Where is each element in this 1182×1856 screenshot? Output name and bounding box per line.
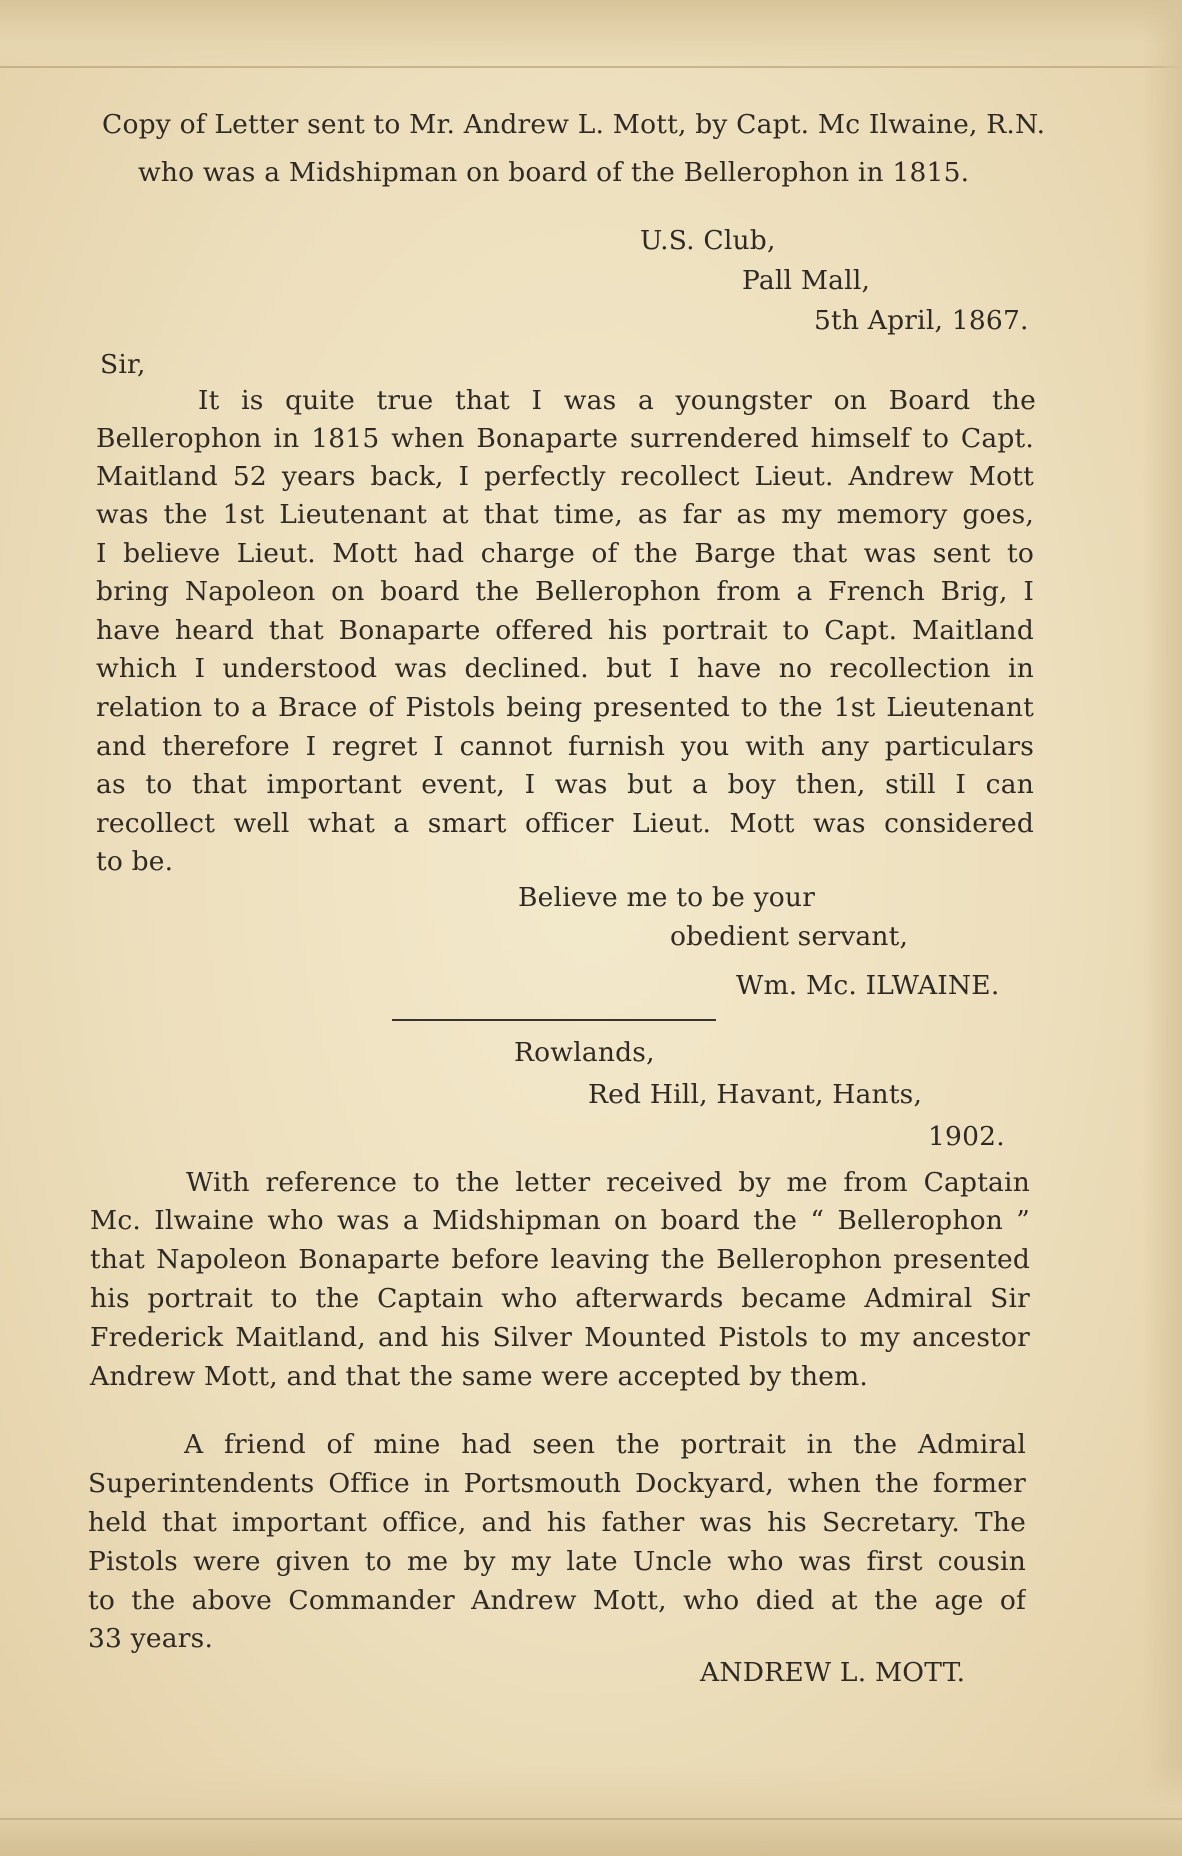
letter1-closing-line-1: Believe me to be your xyxy=(518,882,816,913)
letter1-body-line: recollect well what a smart officer Lieut. Mott was considered xyxy=(96,808,1034,839)
letter1-body-line: Maitland 52 years back, I perfectly recollect Lieut. Andrew Mott xyxy=(96,461,1034,492)
letter1-salutation: Sir, xyxy=(100,349,146,380)
letter2-year: 1902. xyxy=(928,1121,1005,1152)
letter2-para2-line: to the above Commander Andrew Mott, who died at the age of xyxy=(88,1585,1026,1616)
letter2-para2-line: held that important office, and his father was his Secretary. The xyxy=(88,1507,1026,1538)
letter1-body-line: It is quite true that I was a youngster on Board the xyxy=(198,385,1036,416)
letter1-address-line-1: U.S. Club, xyxy=(640,225,776,256)
section-divider-rule xyxy=(392,1019,716,1021)
letter2-para2-line: 33 years. xyxy=(88,1623,214,1654)
letter1-signature: Wm. Mc. ILWAINE. xyxy=(736,970,1000,1001)
letter1-body-line: have heard that Bonaparte offered his portrait to Capt. Maitland xyxy=(96,615,1034,646)
letter1-body-line: bring Napoleon on board the Bellerophon from a French Brig, I xyxy=(96,576,1034,607)
paper-right-edge xyxy=(1142,0,1182,1856)
letter1-body-line: which I understood was declined. but I have no recollection in xyxy=(96,653,1034,684)
letter2-para2-line: A friend of mine had seen the portrait in the Admiral xyxy=(184,1429,1026,1460)
letter1-address-line-2: Pall Mall, xyxy=(742,265,871,296)
letter2-para2-line: Pistols were given to me by my late Uncle who was first cousin xyxy=(88,1546,1026,1577)
letter2-para2-line: Superintendents Office in Portsmouth Dockyard, when the former xyxy=(88,1468,1026,1499)
header-line-2: who was a Midshipman on board of the Bellerophon in 1815. xyxy=(138,157,970,188)
paper-top-edge xyxy=(0,0,1182,72)
letter2-address-line-1: Rowlands, xyxy=(514,1037,655,1068)
letter1-body-line: Bellerophon in 1815 when Bonaparte surrendered himself to Capt. xyxy=(96,423,1034,454)
paper-bottom-fold-line xyxy=(0,1818,1182,1820)
letter1-body-line: as to that important event, I was but a boy then, still I can xyxy=(96,769,1034,800)
letter1-body-line: relation to a Brace of Pistols being presented to the 1st Lieutenant xyxy=(96,692,1034,723)
letter2-para1-line: Frederick Maitland, and his Silver Mounted Pistols to my ancestor xyxy=(90,1322,1030,1353)
letter1-body-line: I believe Lieut. Mott had charge of the Barge that was sent to xyxy=(96,538,1034,569)
letter2-para1-line: Andrew Mott, and that the same were accepted by them. xyxy=(90,1361,869,1392)
letter2-para1-line: Mc. Ilwaine who was a Midshipman on board the “ Bellerophon ” xyxy=(90,1205,1030,1236)
letter2-para1-line: With reference to the letter received by me from Captain xyxy=(186,1167,1030,1198)
letter1-closing-line-2: obedient servant, xyxy=(670,921,909,952)
letter1-body-line: was the 1st Lieutenant at that time, as far as my memory goes, xyxy=(96,499,1034,530)
paper-bottom-edge xyxy=(0,1766,1182,1856)
letter2-para1-line: that Napoleon Bonaparte before leaving the Bellerophon presented xyxy=(90,1244,1030,1275)
header-line-1: Copy of Letter sent to Mr. Andrew L. Mott, by Capt. Mc Ilwaine, R.N. xyxy=(102,109,1046,140)
letter1-date: 5th April, 1867. xyxy=(814,305,1029,336)
letter2-para1-line: his portrait to the Captain who afterwards became Admiral Sir xyxy=(90,1283,1030,1314)
letter1-body-line: and therefore I regret I cannot furnish you with any particulars xyxy=(96,731,1034,762)
letter2-signature: ANDREW L. MOTT. xyxy=(700,1657,966,1688)
letter2-address-line-2: Red Hill, Havant, Hants, xyxy=(588,1079,923,1110)
paper-top-fold-line xyxy=(0,66,1182,68)
letter1-body-line: to be. xyxy=(96,846,174,877)
